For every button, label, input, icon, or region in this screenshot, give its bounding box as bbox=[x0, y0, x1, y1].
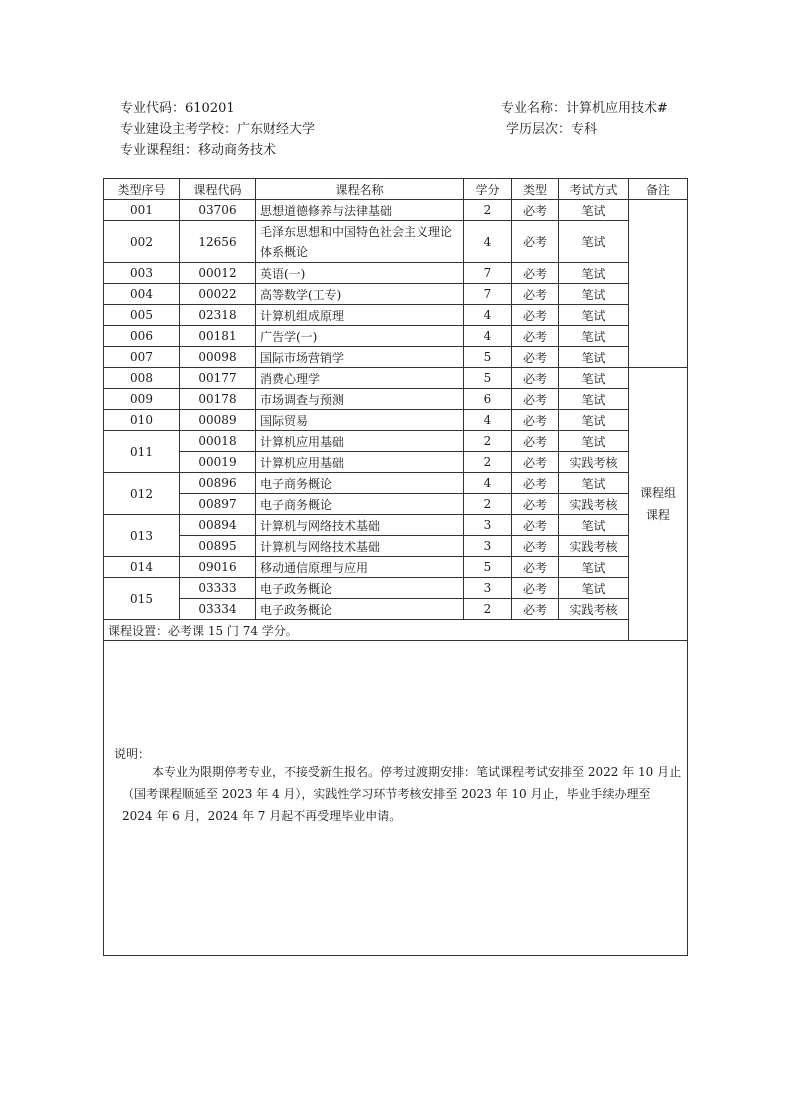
name-cell: 高等数学(工专) bbox=[256, 284, 464, 305]
type-cell: 必考 bbox=[512, 389, 559, 410]
type-cell: 必考 bbox=[512, 536, 559, 557]
course-group: 专业课程组：移动商务技术 bbox=[120, 143, 277, 158]
name-cell: 电子商务概论 bbox=[256, 494, 464, 515]
type-cell: 必考 bbox=[512, 599, 559, 620]
major-code: 专业代码：610201 bbox=[120, 101, 235, 116]
name-cell: 移动通信原理与应用 bbox=[256, 557, 464, 578]
col-header-name: 课程名称 bbox=[256, 179, 464, 200]
seq-cell: 005 bbox=[104, 305, 180, 326]
name-cell: 计算机组成原理 bbox=[256, 305, 464, 326]
exam-cell: 笔试 bbox=[559, 263, 629, 284]
exam-cell: 实践考核 bbox=[559, 452, 629, 473]
seq-cell: 009 bbox=[104, 389, 180, 410]
name-cell: 计算机应用基础 bbox=[256, 452, 464, 473]
remark-cell-course-group bbox=[629, 368, 688, 641]
name-cell: 广告学(一) bbox=[256, 326, 464, 347]
code-cell: 12656 bbox=[180, 221, 256, 263]
seq-cell: 002 bbox=[104, 221, 180, 263]
name-cell: 计算机与网络技术基础 bbox=[256, 536, 464, 557]
table-row bbox=[104, 494, 688, 515]
table-row bbox=[104, 410, 688, 431]
credit-cell: 5 bbox=[464, 347, 512, 368]
credit-cell: 5 bbox=[464, 557, 512, 578]
seq-cell: 004 bbox=[104, 284, 180, 305]
col-header-type: 类型 bbox=[512, 179, 559, 200]
credit-cell: 3 bbox=[464, 536, 512, 557]
table-row bbox=[104, 368, 688, 389]
table-row bbox=[104, 284, 688, 305]
seq-cell: 003 bbox=[104, 263, 180, 284]
type-cell: 必考 bbox=[512, 305, 559, 326]
seq-cell: 014 bbox=[104, 557, 180, 578]
exam-cell: 笔试 bbox=[559, 347, 629, 368]
type-cell: 必考 bbox=[512, 263, 559, 284]
notes-row bbox=[104, 641, 688, 956]
course-table bbox=[103, 178, 688, 956]
name-cell: 消费心理学 bbox=[256, 368, 464, 389]
type-cell: 必考 bbox=[512, 515, 559, 536]
code-cell: 03334 bbox=[180, 599, 256, 620]
seq-cell: 007 bbox=[104, 347, 180, 368]
type-cell: 必考 bbox=[512, 431, 559, 452]
code-cell: 00089 bbox=[180, 410, 256, 431]
credit-cell: 2 bbox=[464, 599, 512, 620]
table-row bbox=[104, 515, 688, 536]
name-cell: 电子政务概论 bbox=[256, 599, 464, 620]
course-summary: 课程设置：必考课 15 门 74 学分。 bbox=[104, 620, 688, 641]
col-header-code: 课程代码 bbox=[180, 179, 256, 200]
credit-cell: 2 bbox=[464, 452, 512, 473]
seq-cell: 001 bbox=[104, 200, 180, 221]
table-row bbox=[104, 473, 688, 494]
code-cell: 00897 bbox=[180, 494, 256, 515]
code-cell: 02318 bbox=[180, 305, 256, 326]
name-cell: 英语(一) bbox=[256, 263, 464, 284]
remark-cell-public bbox=[629, 200, 688, 368]
seq-cell: 006 bbox=[104, 326, 180, 347]
credit-cell: 6 bbox=[464, 389, 512, 410]
table-row bbox=[104, 263, 688, 284]
exam-cell: 笔试 bbox=[559, 410, 629, 431]
table-row bbox=[104, 326, 688, 347]
table-row bbox=[104, 200, 688, 221]
table-row bbox=[104, 578, 688, 599]
credit-cell: 2 bbox=[464, 200, 512, 221]
type-cell: 必考 bbox=[512, 347, 559, 368]
code-cell: 03706 bbox=[180, 200, 256, 221]
type-cell: 必考 bbox=[512, 452, 559, 473]
seq-cell: 015 bbox=[104, 578, 180, 620]
credit-cell: 3 bbox=[464, 578, 512, 599]
seq-cell: 012 bbox=[104, 473, 180, 515]
table-row bbox=[104, 599, 688, 620]
exam-cell: 笔试 bbox=[559, 473, 629, 494]
exam-cell: 实践考核 bbox=[559, 599, 629, 620]
education-level: 学历层次：专科 bbox=[506, 122, 598, 137]
code-cell: 00012 bbox=[180, 263, 256, 284]
credit-cell: 4 bbox=[464, 410, 512, 431]
type-cell: 必考 bbox=[512, 284, 559, 305]
type-cell: 必考 bbox=[512, 326, 559, 347]
code-cell: 00018 bbox=[180, 431, 256, 452]
type-cell: 必考 bbox=[512, 557, 559, 578]
code-cell: 09016 bbox=[180, 557, 256, 578]
seq-cell: 008 bbox=[104, 368, 180, 389]
table-row bbox=[104, 389, 688, 410]
code-cell: 00177 bbox=[180, 368, 256, 389]
code-cell: 00178 bbox=[180, 389, 256, 410]
credit-cell: 4 bbox=[464, 326, 512, 347]
code-cell: 00896 bbox=[180, 473, 256, 494]
name-cell: 市场调查与预测 bbox=[256, 389, 464, 410]
exam-cell: 笔试 bbox=[559, 578, 629, 599]
col-header-exam: 考试方式 bbox=[559, 179, 629, 200]
exam-cell: 笔试 bbox=[559, 368, 629, 389]
name-cell: 电子政务概论 bbox=[256, 578, 464, 599]
table-row bbox=[104, 347, 688, 368]
name-cell: 国际市场营销学 bbox=[256, 347, 464, 368]
table-row bbox=[104, 305, 688, 326]
credit-cell: 2 bbox=[464, 494, 512, 515]
type-cell: 必考 bbox=[512, 473, 559, 494]
code-cell: 00181 bbox=[180, 326, 256, 347]
notes-title: 说明： bbox=[114, 747, 151, 761]
remark-group-line2: 课程 bbox=[645, 508, 670, 522]
exam-cell: 实践考核 bbox=[559, 536, 629, 557]
exam-cell: 笔试 bbox=[559, 326, 629, 347]
name-cell: 国际贸易 bbox=[256, 410, 464, 431]
code-cell: 00019 bbox=[180, 452, 256, 473]
name-cell: 电子商务概论 bbox=[256, 473, 464, 494]
credit-cell: 7 bbox=[464, 284, 512, 305]
credit-cell: 4 bbox=[464, 473, 512, 494]
col-header-seq: 类型序号 bbox=[104, 179, 180, 200]
seq-cell: 013 bbox=[104, 515, 180, 557]
exam-school: 专业建设主考学校：广东财经大学 bbox=[120, 122, 316, 137]
exam-cell: 笔试 bbox=[559, 431, 629, 452]
notes-body: 本专业为限期停考专业，不接受新生报名。停考过渡期安排：笔试课程考试安排至 2022 年 10 月止（国考课程顺延至 2023 年 4 月），实践性学习环节考核安排至 2023 年 10 月止，毕业手续办理至 2024 年 6 月，2024 年 7 月起不再受理毕业申请。 bbox=[122, 765, 682, 823]
major-name: 专业名称：计算机应用技术# bbox=[501, 101, 668, 116]
type-cell: 必考 bbox=[512, 410, 559, 431]
code-cell: 03333 bbox=[180, 578, 256, 599]
summary-row bbox=[104, 620, 688, 641]
type-cell: 必考 bbox=[512, 578, 559, 599]
exam-cell: 笔试 bbox=[559, 557, 629, 578]
name-cell: 毛泽东思想和中国特色社会主义理论体系概论 bbox=[256, 221, 464, 263]
exam-cell: 实践考核 bbox=[559, 494, 629, 515]
table-header-row bbox=[104, 179, 688, 200]
col-header-remark: 备注 bbox=[629, 179, 688, 200]
seq-cell: 010 bbox=[104, 410, 180, 431]
credit-cell: 2 bbox=[464, 431, 512, 452]
exam-cell: 笔试 bbox=[559, 221, 629, 263]
exam-cell: 笔试 bbox=[559, 305, 629, 326]
type-cell: 必考 bbox=[512, 368, 559, 389]
remark-group-line1: 课程组 bbox=[639, 486, 676, 500]
table-row bbox=[104, 536, 688, 557]
table-row bbox=[104, 452, 688, 473]
exam-cell: 笔试 bbox=[559, 515, 629, 536]
col-header-credit: 学分 bbox=[464, 179, 512, 200]
table-row bbox=[104, 557, 688, 578]
credit-cell: 5 bbox=[464, 368, 512, 389]
table-row bbox=[104, 431, 688, 452]
type-cell: 必考 bbox=[512, 221, 559, 263]
credit-cell: 4 bbox=[464, 305, 512, 326]
credit-cell: 7 bbox=[464, 263, 512, 284]
table-row bbox=[104, 221, 688, 263]
code-cell: 00894 bbox=[180, 515, 256, 536]
name-cell: 计算机与网络技术基础 bbox=[256, 515, 464, 536]
type-cell: 必考 bbox=[512, 494, 559, 515]
credit-cell: 4 bbox=[464, 221, 512, 263]
name-cell: 计算机应用基础 bbox=[256, 431, 464, 452]
exam-cell: 笔试 bbox=[559, 389, 629, 410]
credit-cell: 3 bbox=[464, 515, 512, 536]
notes-cell bbox=[104, 641, 688, 956]
type-cell: 必考 bbox=[512, 200, 559, 221]
code-cell: 00022 bbox=[180, 284, 256, 305]
seq-cell: 011 bbox=[104, 431, 180, 473]
code-cell: 00098 bbox=[180, 347, 256, 368]
exam-cell: 笔试 bbox=[559, 284, 629, 305]
exam-cell: 笔试 bbox=[559, 200, 629, 221]
code-cell: 00895 bbox=[180, 536, 256, 557]
name-cell: 思想道德修养与法律基础 bbox=[256, 200, 464, 221]
